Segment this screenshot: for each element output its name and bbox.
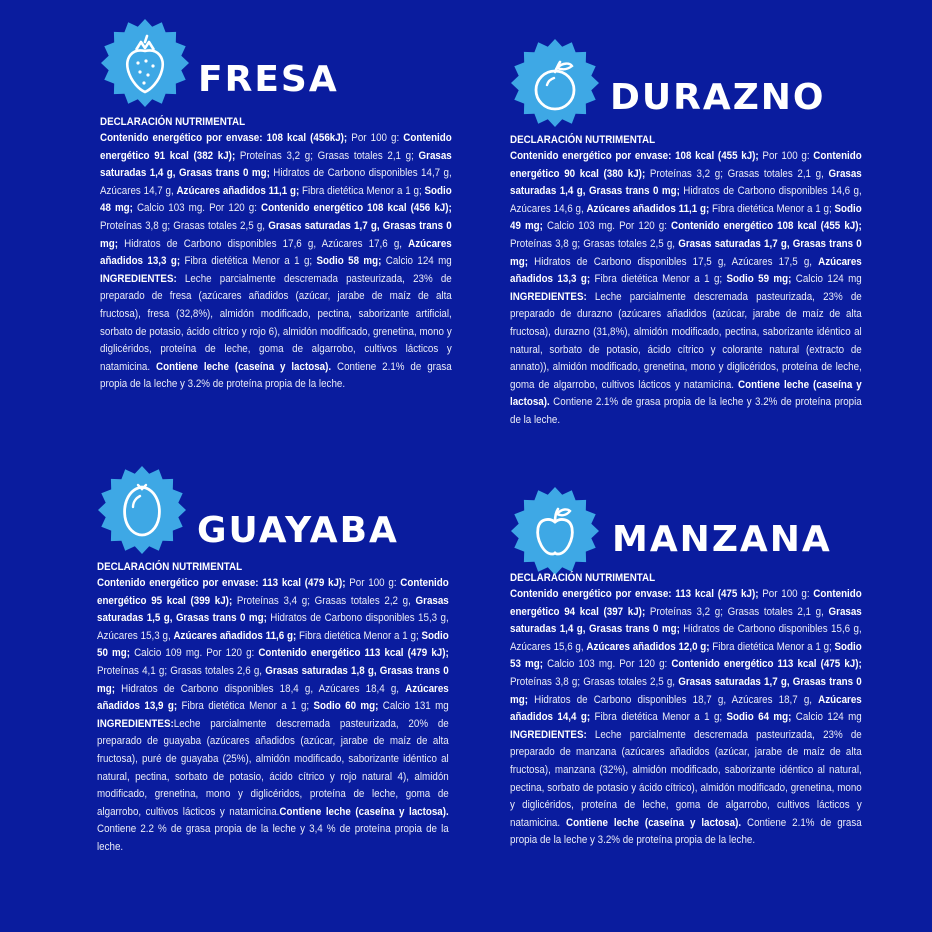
nutrition-text	[510, 148, 862, 430]
nutrition-segment: Calcio 103 mg. Por 120 g:	[542, 658, 672, 671]
nutrition-bold-segment: Grasas saturadas 1,7 g, Grasas trans 0 mg;	[100, 219, 452, 250]
nutrition-bold-segment: Sodio 60 mg;	[313, 700, 379, 713]
nutrition-segment: Fibra dietética Menor a 1 g;	[296, 629, 422, 642]
nutrition-segment: Por 100 g:	[345, 577, 401, 589]
nutrition-segment: Fibra dietética Menor a 1 g;	[299, 184, 425, 197]
nutrition-bold-segment: Sodio 50 mg;	[97, 629, 449, 660]
flavor-title: FRESA	[198, 59, 339, 100]
nutrition-bold-segment: Sodio 59 mg;	[726, 273, 792, 286]
nutrition-segment: Calcio 109 mg. Por 120 g:	[129, 647, 259, 660]
nutrition-segment: Proteínas 3,8 g; Grasas totales 2,5 g,	[510, 237, 679, 250]
nutrition-segment: Hidratos de Carbono disponibles 17,5 g, Azúcares 17,5 g,	[527, 255, 819, 268]
nutrition-bold-segment: Contenido energético 113 kcal (479 kJ);	[258, 647, 449, 660]
nutrition-label-heading: DECLARACIÓN NUTRIMENTAL	[97, 561, 243, 573]
nutrition-bold-segment: Grasas saturadas 1,7 g, Grasas trans 0 mg;	[510, 237, 862, 268]
nutrition-bold-segment: Grasas saturadas 1,8 g, Grasas trans 0 mg;	[97, 664, 449, 695]
nutrition-text	[100, 130, 452, 394]
nutrition-segment: Proteínas 3,2 g; Grasas totales 2,1 g,	[645, 605, 829, 618]
nutrition-segment: Hidratos de Carbono disponibles 17,6 g, Azúcares 17,6 g,	[117, 237, 409, 250]
apple-icon	[510, 486, 600, 576]
nutrition-bold-segment: Contenido energético 90 kcal (380 kJ);	[510, 150, 862, 180]
nutrition-segment: Leche parcialmente descremada pasteurizada, 23% de preparado de durazno (azúcares añadidos (azúcar, jarabe de maíz de alta fructosa), durazno (31,8%), almidón modificado, pectina, saborizante idéntico al natural, sorbato de potasio, ácido cítrico y colorante natural (extracto de annato)), almidón modificado, grenetina, mono y diglicéridos, proteína de leche, goma de algarrobo, cultivos lácticos y natamicina.	[510, 290, 862, 391]
nutrition-segment: Fibra dietética Menor a 1 g;	[180, 255, 317, 268]
nutrition-segment: Proteínas 3,2 g; Grasas totales 2,1 g;	[235, 149, 419, 162]
nutrition-segment: Proteínas 3,4 g; Grasas totales 2,2 g,	[232, 594, 416, 607]
nutrition-bold-segment: Grasas saturadas 1,4 g, Grasas trans 0 mg;	[510, 167, 862, 198]
nutrition-segment: Leche parcialmente descremada pasteurizada, 23% de preparado de fresa (azúcares añadidos (azúcar, jarabe de maíz de alta fructosa), fresa (32,8%), almidón modificado, pectina, saborizante artificial, sorbato de potasio, ácido cítrico y rojo 6), almidón modificado, grenetina, mono y diglicéridos, proteína de leche, goma de algarrobo, cultivos lácticos y natamicina.	[100, 272, 452, 373]
nutrition-bold-segment: Contenido energético 108 kcal (455 kJ);	[671, 220, 862, 233]
nutrition-bold-segment: Contenido energético 113 kcal (475 kJ);	[671, 658, 862, 671]
nutrition-segment: Fibra dietética Menor a 1 g;	[709, 640, 835, 653]
nutrition-bold-segment: Grasas saturadas 1,4 g, Grasas trans 0 mg;	[100, 149, 452, 180]
panel-fresa	[100, 18, 452, 394]
nutrition-segment: Contiene 2.1% de grasa propia de la leche y 3.2% de proteína propia de la leche.	[100, 360, 452, 391]
flavor-title: DURAZNO	[610, 77, 826, 118]
nutrition-segment: Proteínas 3,8 g; Grasas totales 2,5 g,	[100, 219, 269, 232]
nutrition-bold-segment: Contiene leche (caseína y lactosa).	[279, 805, 449, 818]
nutrition-segment: Proteínas 3,2 g; Grasas totales 2,1 g,	[645, 167, 829, 180]
peach-icon	[510, 38, 600, 128]
guava-badge	[97, 465, 187, 555]
flavor-title: MANZANA	[612, 519, 832, 560]
nutrition-segment: Por 100 g:	[347, 132, 404, 144]
nutrition-bold-segment: Contiene leche (caseína y lactosa).	[566, 816, 742, 829]
nutrition-segment: Calcio 131 mg	[378, 700, 449, 713]
apple-badge	[510, 486, 600, 576]
nutrition-bold-segment: INGREDIENTES:	[100, 272, 177, 285]
nutrition-bold-segment: Contenido energético 94 kcal (397 kJ);	[510, 588, 862, 618]
nutrition-segment: Fibra dietética Menor a 1 g;	[590, 711, 727, 724]
nutrition-bold-segment: INGREDIENTES:	[510, 290, 587, 303]
panel-header	[97, 465, 449, 555]
nutrition-bold-segment: Contiene leche (caseína y lactosa).	[156, 360, 332, 373]
nutrition-bold-segment: Azúcares añadidos 14,4 g;	[510, 693, 862, 724]
nutrition-segment: Por 100 g:	[758, 150, 814, 162]
nutrition-bold-segment: Contenido energético 95 kcal (399 kJ);	[97, 577, 449, 607]
nutrition-segment: Hidratos de Carbono disponibles 15,6 g, Azúcares 15,6 g,	[510, 623, 862, 653]
guava-icon	[97, 465, 187, 555]
nutrition-segment: Hidratos de Carbono disponibles 18,7 g, Azúcares 18,7 g,	[527, 693, 819, 706]
nutrition-label-heading: DECLARACIÓN NUTRIMENTAL	[510, 572, 656, 584]
nutrition-bold-segment: Azúcares añadidos 12,0 g;	[586, 640, 710, 653]
nutrition-segment: Leche parcialmente descremada pasteurizada, 23% de preparado de manzana (azúcares añadidos (azúcar, jarabe de maíz de alta fructosa), manzana (32%), almidón modificado, saborizante idéntico al natural, pectina, sorbato de potasio y ácido cítrico), almidón modificado, grenetina, mono y diglicéridos, proteína de leche, goma de algarrobo, cultivos lácticos y natamicina.	[510, 728, 862, 829]
panel-header	[510, 38, 862, 128]
nutrition-bold-segment: INGREDIENTES:	[510, 728, 587, 741]
nutrition-segment: Hidratos de Carbono disponibles 14,6 g, Azúcares 14,6 g,	[510, 185, 862, 215]
nutrition-segment: Fibra dietética Menor a 1 g;	[177, 700, 314, 713]
nutrition-bold-segment: Contenido energético 108 kcal (456 kJ);	[261, 202, 452, 215]
nutrition-bold-segment: Sodio 49 mg;	[510, 202, 862, 233]
nutrition-segment: Fibra dietética Menor a 1 g;	[709, 202, 835, 215]
nutrition-bold-segment: Sodio 53 mg;	[510, 640, 862, 671]
nutrition-segment: Por 100 g:	[758, 588, 814, 600]
nutrition-segment: Hidratos de Carbono disponibles 15,3 g, Azúcares 15,3 g,	[97, 612, 449, 642]
nutrition-bold-segment: Contenido energético por envase: 108 kcal (455 kJ);	[510, 150, 759, 162]
nutrition-segment: Calcio 124 mg	[791, 273, 862, 286]
nutrition-bold-segment: Azúcares añadidos 11,1 g;	[586, 202, 710, 215]
nutrition-bold-segment: Azúcares añadidos 13,3 g;	[510, 255, 862, 286]
nutrition-bold-segment: Grasas saturadas 1,5 g, Grasas trans 0 mg;	[97, 594, 449, 625]
nutrition-bold-segment: Azúcares añadidos 13,3 g;	[100, 237, 452, 268]
panel-header	[510, 486, 862, 576]
nutrition-bold-segment: Contiene leche (caseína y lactosa).	[510, 378, 862, 409]
nutrition-segment: Hidratos de Carbono disponibles 18,4 g, Azúcares 18,4 g,	[114, 682, 406, 695]
panel-durazno	[510, 38, 862, 430]
nutrition-segment: Contiene 2.1% de grasa propia de la leche y 3.2% de proteína propia de la leche.	[510, 816, 862, 847]
nutrition-segment: Contiene 2.2 % de grasa propia de la leche y 3,4 % de proteína propia de la leche.	[97, 823, 449, 853]
nutrition-segment: Calcio 124 mg	[381, 255, 452, 268]
nutrition-text	[510, 586, 862, 850]
nutrition-bold-segment: Azúcares añadidos 11,1 g;	[176, 184, 300, 197]
nutrition-segment: Leche parcialmente descremada pasteurizada, 20% de preparado de guayaba (azúcares añadidos (azúcar, jarabe de maíz de alta fructosa), puré de guayaba (25%), almidón modificado, saborizante idéntico al natural, pectina, sorbato de potasio, ácido cítrico y rojo natural 4), almidón modificado, grenetina, mono y diglicéridos, proteína de leche, goma de algarrobo, cultivos lácticos y natamicina.	[97, 717, 449, 818]
nutrition-bold-segment: INGREDIENTES:	[97, 717, 174, 730]
nutrition-bold-segment: Sodio 64 mg;	[726, 711, 792, 724]
nutrition-segment: Proteínas 3,8 g; Grasas totales 2,5 g,	[510, 675, 679, 688]
nutrition-label-heading: DECLARACIÓN NUTRIMENTAL	[100, 116, 246, 128]
nutrition-segment: Calcio 124 mg	[791, 711, 862, 724]
strawberry-icon	[100, 18, 190, 108]
strawberry-badge	[100, 18, 190, 108]
nutrition-bold-segment: Azúcares añadidos 11,6 g;	[173, 629, 297, 642]
nutrition-segment: Proteínas 4,1 g; Grasas totales 2,6 g,	[97, 664, 266, 677]
nutrition-bold-segment: Sodio 58 mg;	[316, 255, 382, 268]
nutrition-bold-segment: Contenido energético 91 kcal (382 kJ);	[100, 132, 452, 162]
flavor-title: GUAYABA	[197, 510, 399, 551]
nutrition-bold-segment: Contenido energético por envase: 113 kcal (475 kJ);	[510, 588, 759, 600]
nutrition-segment: Calcio 103 mg. Por 120 g:	[542, 220, 672, 233]
nutrition-label-heading: DECLARACIÓN NUTRIMENTAL	[510, 134, 656, 146]
peach-badge	[510, 38, 600, 128]
nutrition-bold-segment: Grasas saturadas 1,7 g, Grasas trans 0 mg;	[510, 675, 862, 706]
nutrition-bold-segment: Grasas saturadas 1,4 g, Grasas trans 0 mg;	[510, 605, 862, 636]
nutrition-segment: Hidratos de Carbono disponibles 14,7 g, Azúcares 14,7 g,	[100, 167, 452, 197]
nutrition-bold-segment: Sodio 48 mg;	[100, 184, 452, 215]
nutrition-segment: Fibra dietética Menor a 1 g;	[590, 273, 727, 286]
nutrition-text	[97, 575, 449, 857]
nutrition-bold-segment: Contenido energético por envase: 108 kcal (456kJ);	[100, 132, 348, 144]
panel-guayaba	[97, 465, 449, 857]
nutrition-bold-segment: Contenido energético por envase: 113 kcal (479 kJ);	[97, 577, 346, 589]
nutrition-segment: Calcio 103 mg. Por 120 g:	[132, 202, 262, 215]
nutrition-bold-segment: Azúcares añadidos 13,9 g;	[97, 682, 449, 713]
nutrition-segment: Contiene 2.1% de grasa propia de la leche y 3.2% de proteína propia de la leche.	[510, 396, 862, 426]
panel-header	[100, 18, 452, 108]
panel-manzana	[510, 486, 862, 850]
